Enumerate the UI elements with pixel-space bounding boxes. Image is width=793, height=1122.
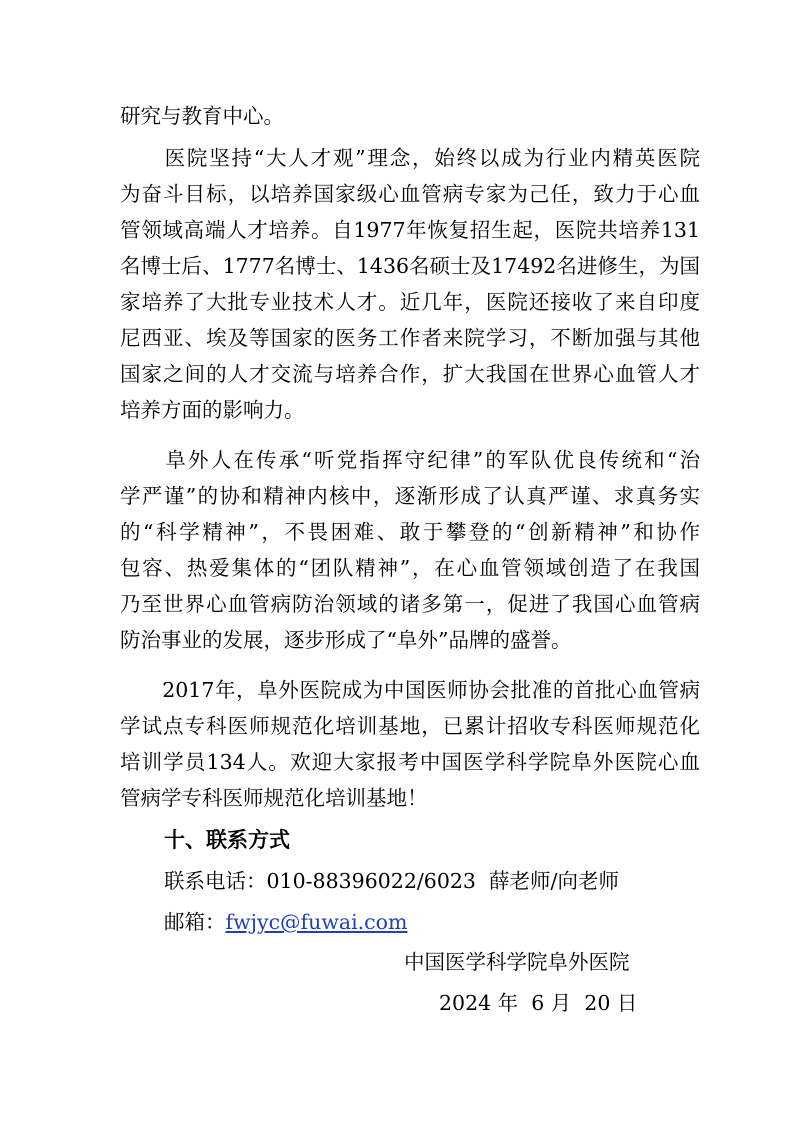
paragraph-line: 医院坚持“大人才观”理念，始终以成为行业内精英医院 (120, 146, 700, 170)
paragraph-line: 管病学专科医师规范化培训基地！ (120, 786, 428, 810)
section-heading: 十、联系方式 (164, 828, 290, 852)
paragraph-line: 管领域高端人才培养。自1977年恢复招生起，医院共培养131 (120, 218, 700, 242)
paragraph-line: 乃至世界心血管病防治领域的诸多第一，促进了我国心血管病 (120, 592, 700, 616)
phone-label: 联系电话： (164, 869, 267, 893)
paragraph-line: 尼西亚、埃及等国家的医务工作者来院学习，不断加强与其他 (120, 326, 700, 350)
paragraph-line: 为奋斗目标，以培养国家级心血管病专家为己任，致力于心血 (120, 182, 700, 206)
paragraph-line: 学严谨”的协和精神内核中，逐渐形成了认真严谨、求真务实 (120, 484, 700, 508)
paragraph-line: 防治事业的发展，逐步形成了“阜外”品牌的盛誉。 (120, 628, 572, 652)
paragraph-line: 名博士后、1777名博士、1436名硕士及17492名进修生，为国 (120, 254, 700, 278)
signature-organization: 中国医学科学院阜外医院 (404, 950, 630, 974)
paragraph-line: 研究与教育中心。 (120, 104, 284, 128)
email-link[interactable]: fwjyc@fuwai.com (225, 910, 408, 934)
email-label: 邮箱： (164, 910, 226, 934)
signature-date: 2024 年 6 月 20 日 (439, 991, 638, 1015)
paragraph-line: 培养方面的影响力。 (120, 398, 305, 422)
phone-contacts: 薛老师/向老师 (489, 869, 619, 893)
paragraph-line: 学试点专科医师规范化培训基地，已累计招收专科医师规范化 (120, 714, 700, 738)
paragraph-line: 的“科学精神”，不畏困难、敢于攀登的“创新精神”和协作 (120, 520, 700, 544)
paragraph-line: 阜外人在传承“听党指挥守纪律”的军队优良传统和“治 (120, 448, 700, 472)
paragraph-line: 家培养了大批专业技术人才。近几年，医院还接收了来自印度 (120, 290, 700, 314)
contact-email-line (164, 907, 407, 937)
contact-phone-line (164, 866, 619, 896)
paragraph-line: 培训学员134人。欢迎大家报考中国医学科学院阜外医院心血 (120, 750, 700, 774)
paragraph-line: 包容、热爱集体的“团队精神”，在心血管领域创造了在我国 (120, 556, 700, 580)
paragraph-line: 国家之间的人才交流与培养合作，扩大我国在世界心血管人才 (120, 362, 700, 386)
phone-value: 010-88396022/6023 (266, 869, 476, 893)
paragraph-line: 2017年，阜外医院成为中国医师协会批准的首批心血管病 (120, 678, 700, 702)
